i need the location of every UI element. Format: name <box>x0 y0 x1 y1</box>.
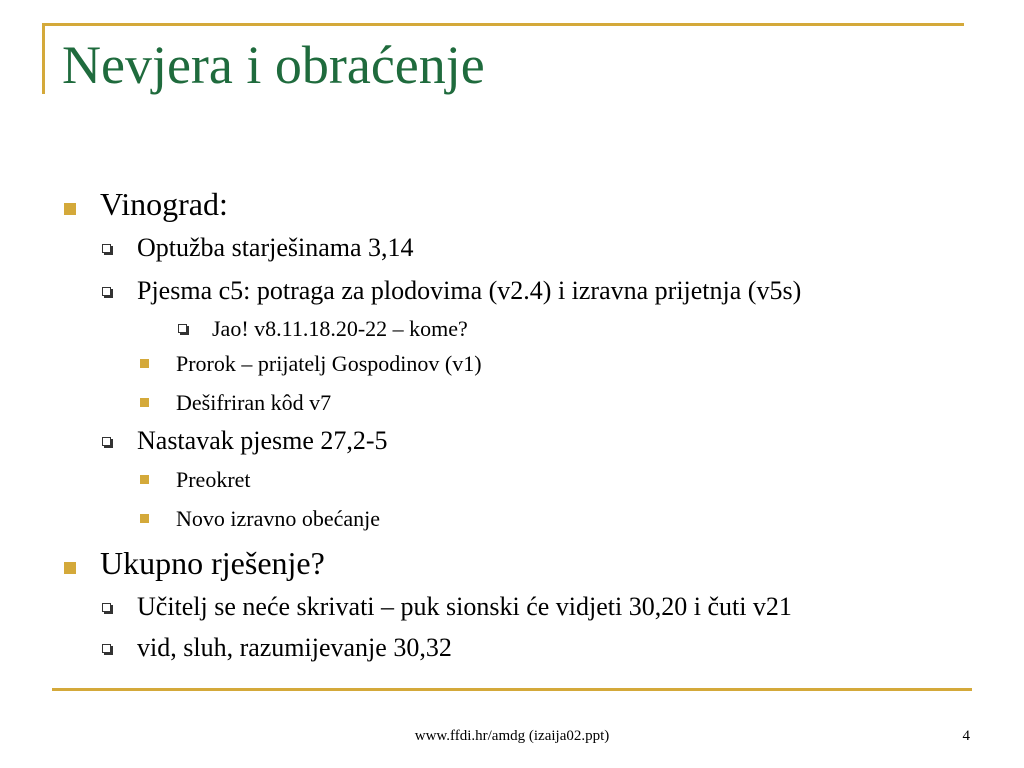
bullet-text: Preokret <box>176 467 251 492</box>
hollow-square-bullet-icon <box>102 644 111 653</box>
bullet-text: Dešifriran kôd v7 <box>176 390 332 415</box>
hollow-square-bullet-icon <box>102 287 111 296</box>
hollow-square-bullet-icon <box>102 603 111 612</box>
square-bullet-icon <box>140 398 149 407</box>
title-frame-left-line <box>42 23 45 94</box>
bullet-text: Učitelj se neće skrivati – puk sionski će vidjeti 30,20 i čuti v21 <box>137 592 792 621</box>
bullet-text: Ukupno rješenje? <box>100 545 325 581</box>
square-bullet-icon <box>140 514 149 523</box>
square-bullet-icon <box>140 475 149 484</box>
page-number: 4 <box>962 728 970 744</box>
footer-divider <box>52 688 972 691</box>
square-bullet-icon <box>64 203 76 215</box>
title-frame-top-line <box>42 23 964 26</box>
bullet-text: Optužba starješinama 3,14 <box>137 233 414 262</box>
bullet-text: Pjesma c5: potraga za plodovima (v2.4) i izravna prijetnja (v5s) <box>137 276 802 305</box>
square-bullet-icon <box>140 359 149 368</box>
hollow-square-bullet-icon <box>102 437 111 446</box>
bullet-text: Prorok – prijatelj Gospodinov (v1) <box>176 351 482 376</box>
bullet-text: Vinograd: <box>100 186 228 222</box>
hollow-square-bullet-icon <box>178 324 187 333</box>
hollow-square-bullet-icon <box>102 244 111 253</box>
bullet-text: vid, sluh, razumijevanje 30,32 <box>137 633 452 662</box>
square-bullet-icon <box>64 562 76 574</box>
bullet-text: Jao! v8.11.18.20-22 – kome? <box>212 316 468 341</box>
bullet-text: Novo izravno obećanje <box>176 506 381 531</box>
bullet-text: Nastavak pjesme 27,2-5 <box>137 426 388 455</box>
slide-title: Nevjera i obraćenje <box>62 35 485 95</box>
footer-text: www.ffdi.hr/amdg (izaija02.ppt) <box>414 728 610 744</box>
